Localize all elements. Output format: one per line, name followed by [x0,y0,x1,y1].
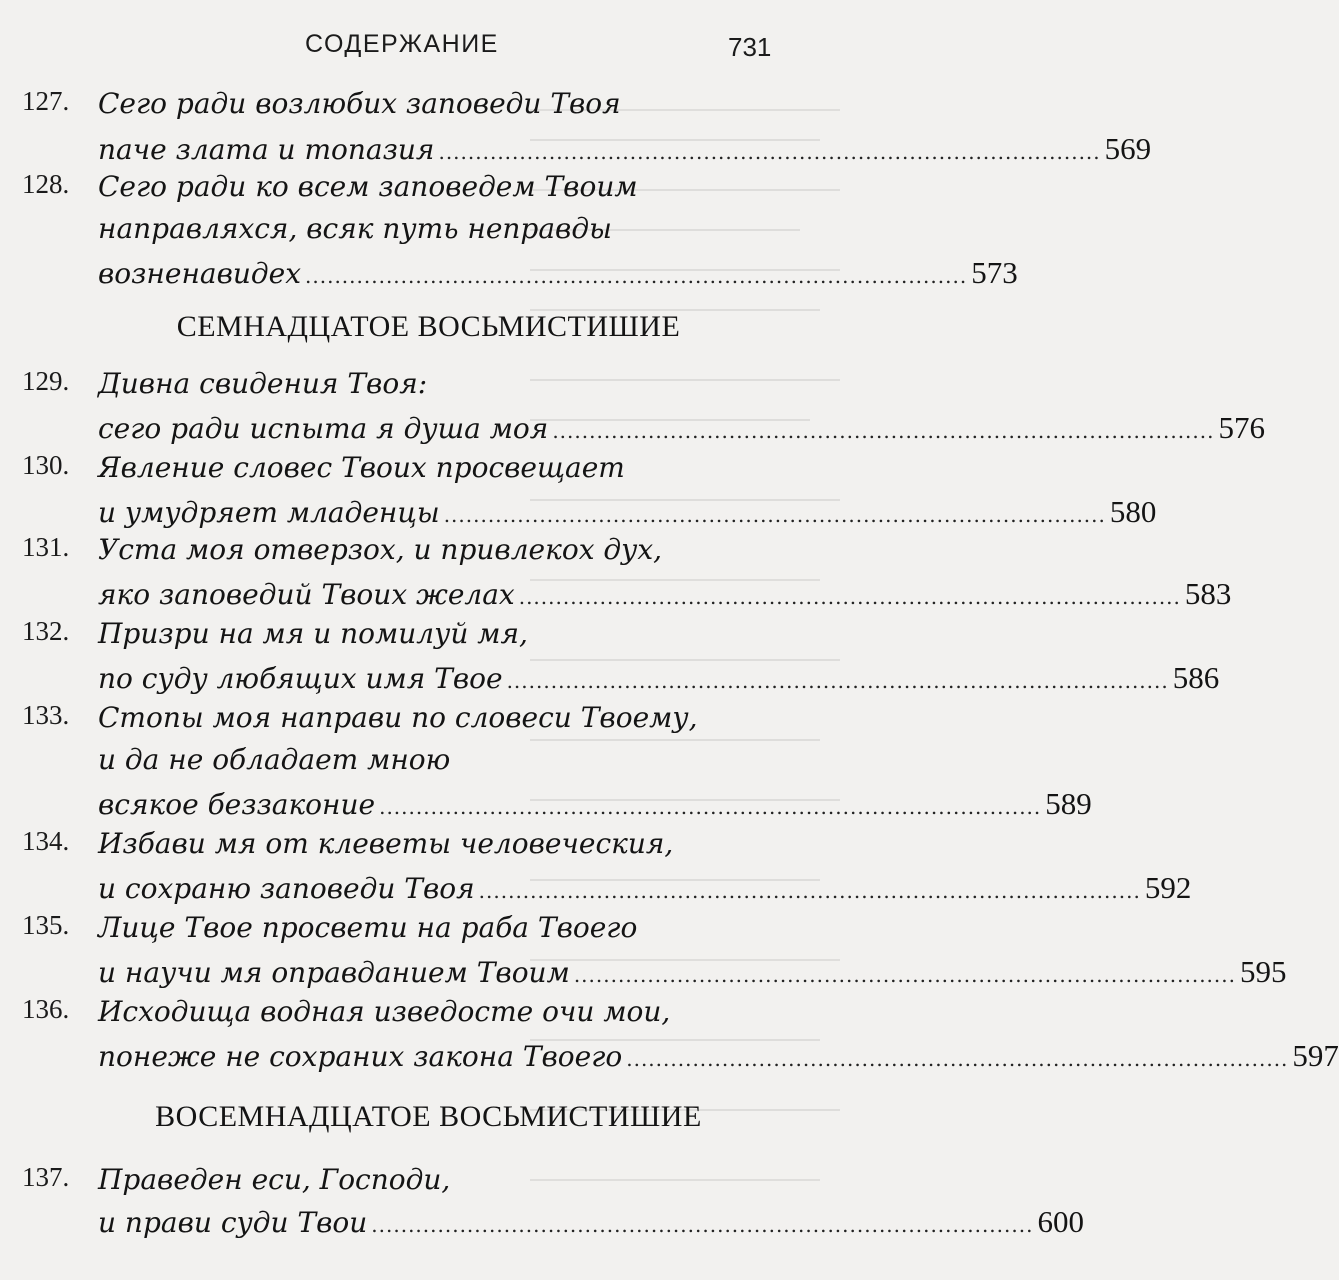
entry-line: Лице Твое просвети на раба Твоего [98,911,638,944]
entry-page: 573 [971,255,1018,290]
entry-number: 131. [22,532,70,562]
entry-line: понеже не сохраних закона Твоего [98,1040,623,1073]
entry-line: и сохраню заповеди Твоя [98,872,475,905]
entry-number: 130. [22,450,70,480]
entry-number: 128. [22,169,70,199]
entry-number: 135. [22,910,70,940]
dot-leader: .......................................................................................... [379,795,1042,819]
entry-number: 133. [22,700,70,730]
entry-line: яко заповедий Твоих желах [98,578,515,611]
entry-line: Праведен еси, Господи, [98,1163,451,1196]
entry-page: 592 [1144,870,1192,905]
dot-leader: .......................................................................................... [371,1213,1034,1237]
entry-last-line [98,1200,1084,1244]
entry-page: 595 [1239,954,1287,989]
entry-page: 589 [1045,786,1092,821]
entry-line: и да не обладает мною [98,743,451,776]
dot-leader: .......................................................................................... [626,1047,1289,1071]
entry-page: 586 [1172,660,1220,695]
entry-line: Дивна свидения Твоя: [98,367,428,400]
dot-leader: .......................................................................................... [573,963,1236,987]
entry-page: 569 [1104,131,1152,166]
entry-line: по суду любящих имя Твое [98,662,503,695]
entry-last-line [98,866,1192,910]
entry-page: 583 [1184,576,1232,611]
entry-number: 136. [22,994,70,1024]
entry-line: и научи мя оправданием Твоим [98,956,570,989]
dot-leader: .......................................................................................... [438,140,1101,164]
entry-line: паче злата и топазия [98,133,435,166]
entry-number: 127. [22,86,70,116]
entry-page: 576 [1218,410,1265,445]
entry-line: и умудряет младенцы [98,496,440,529]
entry-last-line [98,782,1092,826]
entry-page: 597 [1292,1038,1339,1073]
entry-last-line [98,1034,1339,1078]
entry-number: 137. [22,1162,70,1192]
entry-page: 580 [1109,494,1157,529]
entry-line: Сего ради ко всем заповедем Твоим [98,170,638,203]
entry-line: Избави мя от клеветы человеческия, [98,827,674,860]
section-heading: ВОСЕМНАДЦАТОЕ ВОСЬМИСТИШИЕ [155,1100,702,1133]
dot-leader: .......................................................................................... [506,669,1169,693]
entry-line: Призри на мя и помилуй мя, [98,617,528,650]
running-head-title: СОДЕРЖАНИЕ [305,30,499,58]
section-heading: СЕМНАДЦАТОЕ ВОСЬМИСТИШИЕ [176,310,681,343]
entry-number: 132. [22,616,70,646]
dot-leader: .......................................................................................... [518,585,1181,609]
entry-last-line [98,406,1265,450]
entry-last-line [98,572,1232,616]
entry-line: Явление словес Твоих просвещает [98,451,625,484]
entry-line: Стопы моя направи по словеси Твоему, [98,701,698,734]
dot-leader: .......................................................................................... [478,879,1141,903]
entry-line: Уста моя отверзох, и привлекох дух, [98,533,663,566]
entry-number: 129. [22,366,70,396]
entry-number: 134. [22,826,70,856]
entry-last-line [98,656,1220,700]
entry-line: всякое беззаконие [98,788,376,821]
entry-line: сего ради испыта я душа моя [98,412,549,445]
entry-line: возненавидех [98,257,302,290]
entry-line: и прави суди Твои [98,1206,368,1239]
dot-leader: .......................................................................................... [443,503,1106,527]
entry-line: направляхся, всяк путь неправды [98,212,612,245]
entry-line: Исходища водная изведосте очи мои, [98,995,671,1028]
entry-page: 600 [1037,1204,1084,1239]
entry-last-line [98,251,1018,295]
entry-last-line [98,950,1287,994]
page-number: 731 [728,32,772,62]
running-head [0,28,857,68]
entry-line: Сего ради возлюбих заповеди Твоя [98,87,621,120]
dot-leader: .......................................................................................... [552,419,1215,443]
dot-leader: .......................................................................................... [305,264,968,288]
